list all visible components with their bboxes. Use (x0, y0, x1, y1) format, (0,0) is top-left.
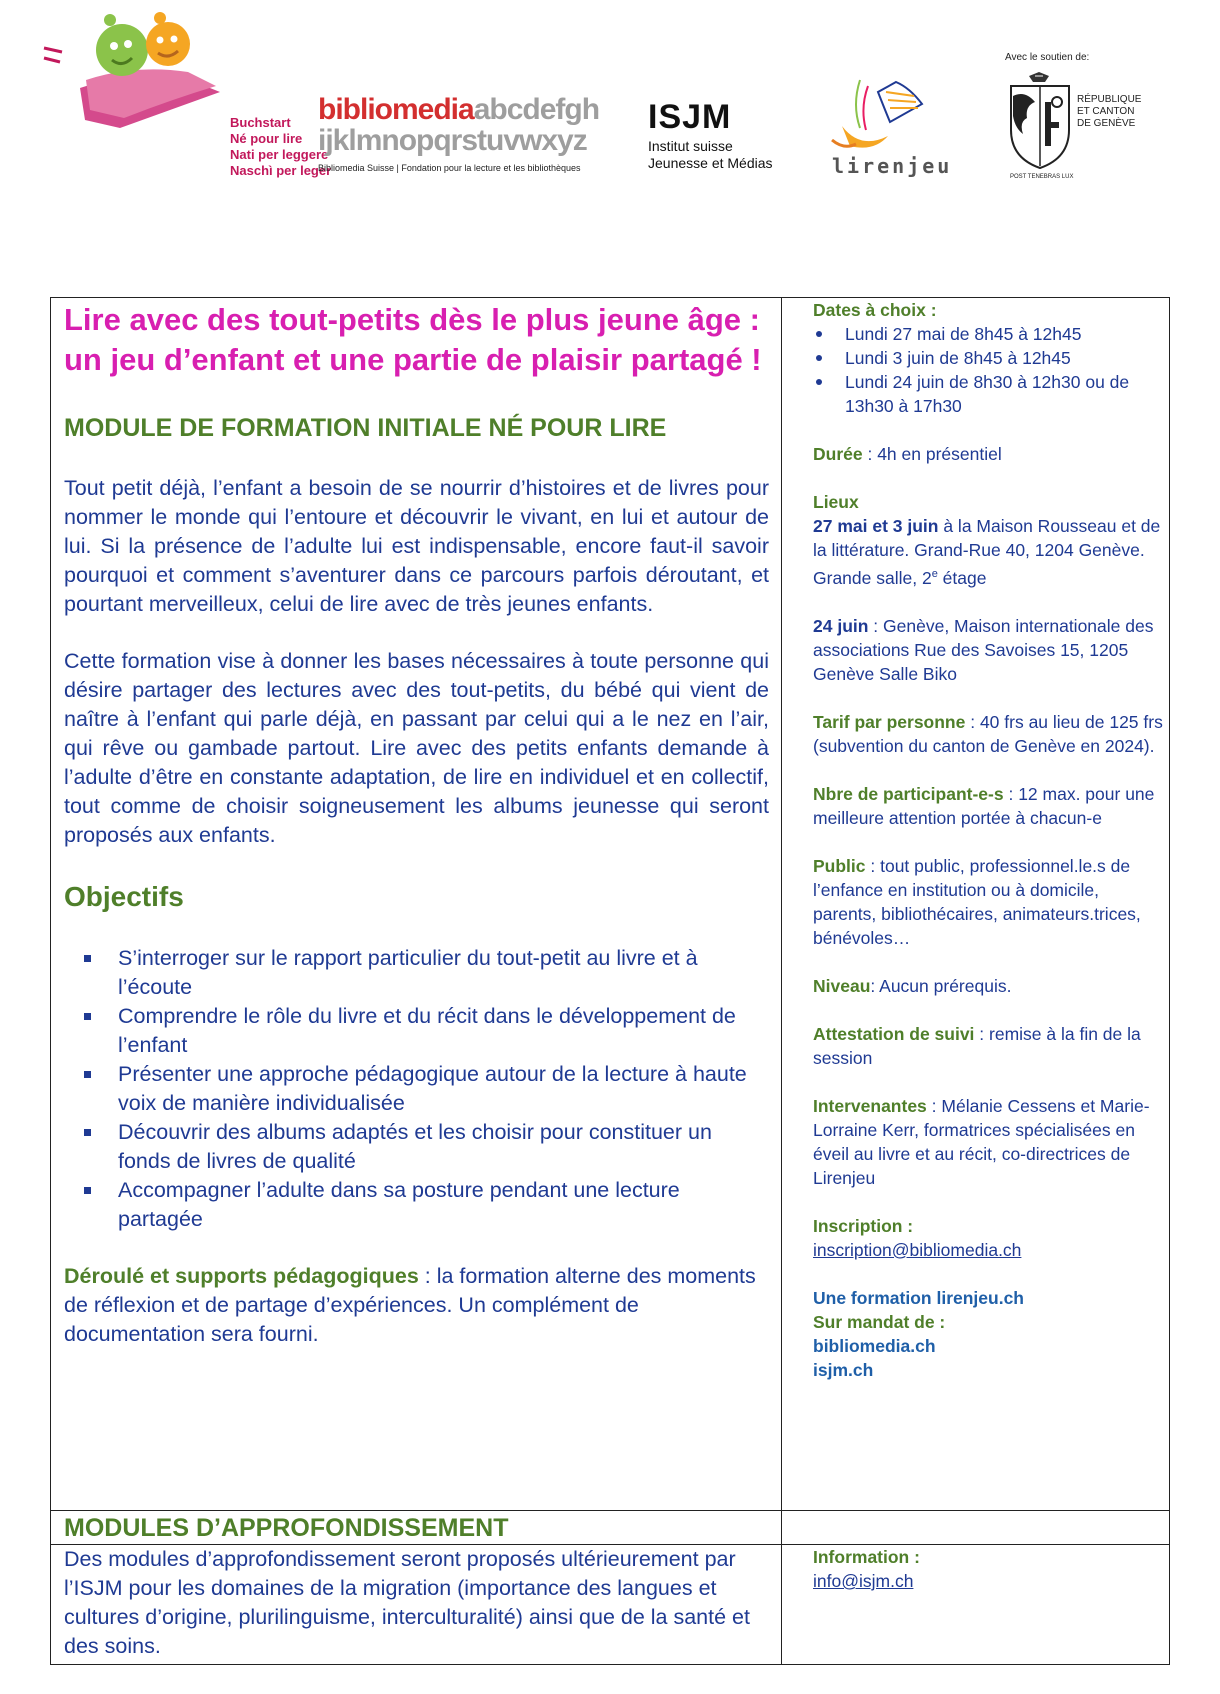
public-info (813, 854, 1163, 950)
geneve-text (1077, 94, 1141, 130)
public-text: : tout public, professionnel.le.s de l’enfance en institution ou à domicile, parents, bibliothécaires, animateurs.trices, bénévoles… (813, 855, 1141, 948)
bibliomedia-subtitle: Bibliomedia Suisse | Fondation pour la lecture et les bibliothèques (318, 163, 581, 173)
lieu1-dates: 27 mai et 3 juin (813, 516, 939, 536)
bibliomedia-grey: abcdefgh (473, 93, 600, 126)
list-item (84, 1118, 769, 1176)
mandat-isjm: isjm.ch (813, 1359, 874, 1380)
geneve-coat-of-arms-icon (1005, 72, 1075, 172)
objectif-text: Découvrir des albums adaptés et les choisir pour constituer un fonds de livres de qualité (118, 1120, 712, 1173)
participants-info (813, 782, 1163, 830)
public-label: Public (813, 855, 866, 876)
tarif-info (813, 710, 1163, 758)
lieu2-info (813, 614, 1163, 686)
purpose-paragraph: Cette formation vise à donner les bases nécessaires à toute personne qui désire partager des lectures avec des tout-petits, du bébé qui vient de naître à l’enfant qui parle déjà, en passant par celui qui a le nez en l’air, qui rêve ou gambade partout. Lire avec des petits enfants demande à l’adulte d’être en constante adaptation, de lire en individuel et en collectif, tout comme de choisir soigneusement les albums jeunesse qui seront proposés aux enfants. (64, 649, 769, 847)
list-item (84, 944, 769, 1002)
deroule-text: : la formation alterne des moments de réflexion et de partage d’expériences. Un complément de documentation sera fourni. (64, 1264, 756, 1346)
geneve-motto: POST TENEBRAS LUX (1010, 174, 1074, 180)
intro-paragraph: Tout petit déjà, l’enfant a besoin de se nourrir d’histoires et de livres pour nommer le monde qui l’entoure et découvrir le vivant, en lui et autour de lui. Si la présence de l’adulte lui est indispensable, encore faut-il savoir pourquoi et comment s’aventurer dans ce parcours parfois déroutant, et pourtant merveilleux, celui de lire avec de très jeunes enfants. (64, 476, 769, 616)
information-label: Information : (813, 1547, 920, 1567)
dates-label: Dates à choix : (813, 300, 937, 320)
table-row-main (51, 298, 1169, 1511)
isjm-line1: Institut suisse (648, 138, 733, 154)
buchstart-logo (40, 10, 332, 185)
lieu2-date: 24 juin (813, 615, 869, 636)
buchstart-line: Nati per leggere (230, 147, 329, 162)
list-item (813, 346, 1163, 370)
objectif-text: Présenter une approche pédagogique autour de la lecture à haute voix de manière individualisée (118, 1062, 747, 1115)
lieux-label: Lieux (813, 492, 859, 512)
course-table (50, 297, 1170, 1665)
duree-text: : 4h en présentiel (862, 444, 1002, 464)
participants-label: Nbre de participant-e-s (813, 783, 1004, 804)
soutien-label: Avec le soutien de: (1005, 52, 1090, 63)
geneve-line: ET CANTON (1077, 106, 1135, 117)
date-text: Lundi 27 mai de 8h45 à 12h45 (845, 324, 1082, 344)
geneve-line: DE GENÈVE (1077, 118, 1136, 129)
geneve-line: RÉPUBLIQUE (1077, 94, 1142, 105)
objectif-text: Comprendre le rôle du livre et du récit dans le développement de l’enfant (118, 1004, 736, 1057)
mandat-label: Sur mandat de : (813, 1311, 946, 1332)
square-bullet-icon (84, 1071, 91, 1078)
formation-line: Une formation lirenjeu.ch (813, 1287, 1024, 1308)
bibliomedia-red: bibliomedia (318, 93, 474, 126)
list-item (84, 1060, 769, 1118)
modules-text: Des modules d’approfondissement seront proposés ultérieurement par l’ISJM pour les domaines de la migration (importance des langues et cultures d’origine, plurilinguisme, interculturalité) ainsi que de la santé et des soins. (64, 1547, 750, 1658)
column-divider (781, 1545, 782, 1664)
column-divider (781, 298, 782, 1510)
lieu2-text: : Genève, Maison internationale des associations Rue des Savoises 15, 1205 Genève Salle Biko (813, 615, 1154, 684)
list-item (84, 1002, 769, 1060)
lieu1-sup: e (931, 568, 938, 580)
description-column (64, 298, 769, 1349)
buchstart-line: Buchstart (230, 115, 291, 130)
buchstart-text (230, 115, 331, 179)
date-text: Lundi 3 juin de 8h45 à 12h45 (845, 348, 1071, 368)
buchstart-children-icon (40, 10, 240, 130)
open-book-icon (830, 70, 950, 155)
intervenantes-label: Intervenantes (813, 1095, 927, 1116)
isjm-abbr: ISJM (648, 98, 732, 136)
objectifs-list (64, 944, 769, 1234)
isjm-logo (648, 100, 808, 180)
module-heading: MODULE DE FORMATION INITIALE NÉ POUR LIRE (64, 414, 667, 442)
intervenantes-text: : Mélanie Cessens et Marie-Lorraine Kerr, formatrices spécialisées en éveil au livre et au récit, co-directrices de Lirenjeu (813, 1095, 1150, 1188)
niveau-label: Niveau (813, 975, 871, 996)
table-row-modules (51, 1545, 1169, 1664)
list-item (813, 322, 1163, 346)
buchstart-line: Naschì per leger (230, 163, 332, 178)
information-email-link[interactable]: info@isjm.ch (813, 1571, 914, 1591)
bullet-icon (816, 355, 822, 361)
objectifs-heading: Objectifs (64, 881, 184, 912)
objectif-text: Accompagner l’adulte dans sa posture pendant une lecture partagée (118, 1178, 680, 1231)
deroule-label: Déroulé et supports pédagogiques (64, 1264, 419, 1288)
mandat-bibliomedia: bibliomedia.ch (813, 1335, 936, 1356)
tarif-text: : 40 frs au lieu de 125 frs (subvention du canton de Genève en 2024). (813, 711, 1163, 756)
attestation-text: : remise à la fin de la session (813, 1023, 1141, 1068)
date-text: Lundi 24 juin de 8h30 à 12h30 ou de 13h30 à 17h30 (845, 372, 1130, 416)
information-column (813, 1545, 1163, 1593)
inscription-email-link[interactable]: inscription@bibliomedia.ch (813, 1239, 1022, 1260)
square-bullet-icon (84, 1187, 91, 1194)
objectif-text: S’interroger sur le rapport particulier du tout-petit au livre et à l’écoute (118, 946, 698, 999)
lirenjeu-logo (830, 70, 960, 180)
geneve-logo (1005, 52, 1195, 187)
lieu1-end: étage (937, 567, 987, 588)
details-column (813, 298, 1163, 1382)
bullet-icon (816, 379, 822, 385)
buchstart-line: Né pour lire (230, 131, 303, 146)
tarif-label: Tarif par personne (813, 711, 966, 732)
square-bullet-icon (84, 1013, 91, 1020)
isjm-line2: Jeunesse et Médias (648, 155, 773, 171)
duree-label: Durée (813, 444, 863, 464)
list-item (84, 1176, 769, 1234)
column-divider (781, 1511, 782, 1544)
page-title: Lire avec des tout-petits dès le plus jeune âge : un jeu d’enfant et une partie de plaisir partagé ! (64, 302, 762, 377)
logo-header (0, 0, 1220, 230)
list-item (813, 370, 1163, 418)
participants-text: : 12 max. pour une meilleure attention portée à chacun-e (813, 783, 1155, 828)
niveau-text: : Aucun prérequis. (870, 975, 1012, 996)
dates-list (813, 322, 1163, 418)
square-bullet-icon (84, 955, 91, 962)
intervenantes-info (813, 1094, 1163, 1190)
modules-heading: MODULES D’APPROFONDISSEMENT (64, 1514, 509, 1542)
attestation-info (813, 1022, 1163, 1070)
deroule-paragraph (64, 1262, 769, 1349)
attestation-label: Attestation de suivi (813, 1023, 975, 1044)
inscription-label: Inscription : (813, 1215, 914, 1236)
lieu1-text: à la Maison Rousseau et de la littérature. Grand-Rue 40, 1204 Genève. Grande salle, 2 (813, 516, 1161, 588)
table-row-modules-heading (51, 1511, 1169, 1545)
lirenjeu-word: lirenjeu (832, 154, 953, 178)
bibliomedia-logo (318, 95, 618, 185)
niveau-info (813, 974, 1163, 998)
square-bullet-icon (84, 1129, 91, 1136)
bullet-icon (816, 331, 822, 337)
lieu1-info (813, 514, 1163, 590)
duree-info (813, 442, 1163, 466)
bibliomedia-line2: ijklmnopqrstuvwxyz (318, 124, 587, 157)
